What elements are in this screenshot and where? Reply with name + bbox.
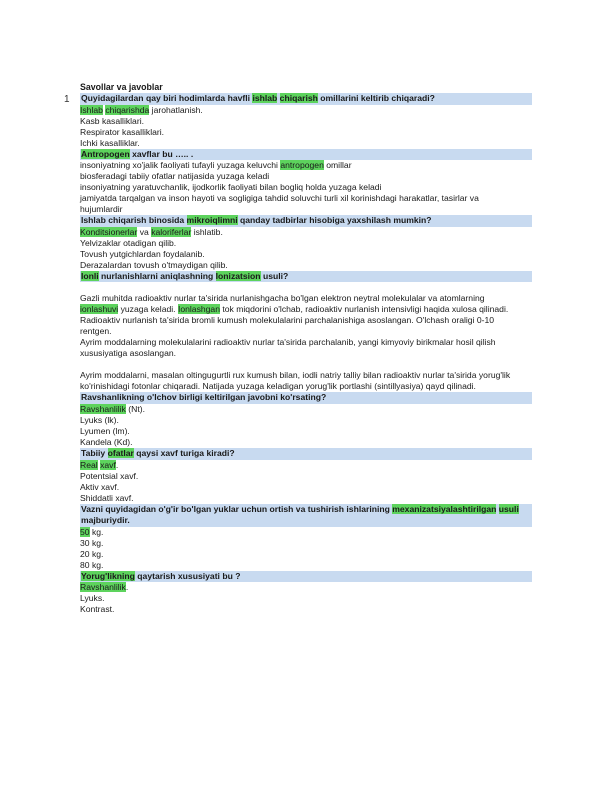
text-run: Ichki kasalliklar. [80,137,140,148]
text-run: Ravshanlikning o'lchov birligi keltirilgan javobni ko'rsating? [81,392,327,403]
answer-line [80,604,532,615]
text-run: Kontrast. [80,604,115,615]
question-line [80,215,532,227]
text-run: Tabiiy [81,447,108,458]
text-run: insoniyatning xo'jalik faoliyati tufayli yuzaga keluvchi [80,160,281,171]
text-run: Lyumen (lm). [80,425,130,436]
text-run: hujumlardir [80,204,123,215]
text-run: Lyuks (lk). [80,414,119,425]
answer-line [80,238,532,249]
text-run: tok miqdorini o'lchab, radioaktiv nurlanish intensivligi haqida xulosa qilinadi. [220,304,509,315]
text-run: va [137,226,152,237]
answer-line [80,538,532,549]
answer-line [80,227,532,238]
question-line [80,515,532,527]
text-run: qanday tadbirlar hisobiga yaxshilash mumkin? [237,215,432,226]
text-run: omillarini keltirib chiqaradi? [317,93,435,103]
answer-line [80,260,532,271]
question-line [80,504,532,516]
highlighted-text: usuli [498,503,519,514]
text-run: xavflar bu ….. . [129,148,194,159]
highlighted-text: 50 [80,526,90,537]
text-run: Derazalardan tovush o'tmaydigan qilib. [80,259,228,270]
question-line [80,271,532,283]
answer-line [80,127,532,138]
answer-line [80,182,532,193]
answer-line [80,404,532,415]
answer-line [80,549,532,560]
highlighted-text: kaloriferlar [151,226,192,237]
question-line [80,149,532,161]
answer-line [80,415,532,426]
highlighted-text: Real [80,459,98,470]
text-run: Tovush yutgichlardan foydalanib. [80,248,205,259]
highlighted-text: Ishlab [80,104,103,115]
page-number: 1 [64,94,70,105]
text-run: ko'rinishidagi fotonlar chiqaradi. Natijada yuzaga keladigan yorug'lik portlashi (sintillyasiya) qayd qilinadi. [80,381,476,392]
text-run: insoniyatning yaratuvchanlik, ijodkorlik faoliyati bilan bogliq holda yuzaga keladi [80,182,382,193]
answer-line [80,348,532,359]
highlighted-text: Antropogen [81,148,130,159]
answer-line [80,582,532,593]
answer-line [80,193,532,204]
text-run: Yelvizaklar otadigan qilib. [80,237,177,248]
text-run: jamiyatda tarqalgan va inson hayoti va sogligiga tahdid soluvchi turli xil korinishdagi harakatlar, tasirlar va [80,193,479,204]
answer-line [80,304,532,315]
text-run: qaysi xavf turiga kiradi? [133,447,235,458]
text-run: Lyuks. [80,593,105,604]
qa-content [80,93,532,615]
answer-line [80,116,532,127]
text-run: 20 kg. [80,548,104,559]
blank-line [80,282,532,293]
text-run: Vazni quyidagidan o'g'ir bo'lgan yuklar uchun ortish va tushirish ishlarining [81,503,393,514]
answer-line [80,560,532,571]
text-run: (Nt). [125,403,145,414]
highlighted-text: Ravshanlilik [80,403,126,414]
text-run: biosferadagi tabiiy ofatlar natijasida yuzaga keladi [80,171,270,182]
highlighted-text: chiqarish [279,93,318,103]
text-run: . [115,459,119,470]
highlighted-text: xavf [100,459,116,470]
text-run: Ishlab chiqarish binosida [81,215,187,226]
text-run: majburiydir. [81,515,130,526]
answer-line [80,426,532,437]
document-heading: Savollar va javoblar [80,82,163,92]
highlighted-text: mikroiqlimni [186,215,238,226]
text-run: usuli? [260,270,289,281]
question-line [80,571,532,583]
answer-line [80,293,532,304]
answer-line [80,160,532,171]
text-run: Respirator kasalliklari. [80,126,165,137]
text-run: nurlanishlarni aniqlashning [98,270,216,281]
text-run: kg. [89,526,104,537]
answer-line [80,370,532,381]
text-run: . [125,582,129,593]
highlighted-text: Ionlashgan [177,304,220,315]
highlighted-text: Yorug'likning [81,570,135,581]
answer-line [80,337,532,348]
answer-line [80,381,532,392]
text-run: 80 kg. [80,559,104,570]
highlighted-text: mexanizatsiyalashtirilgan [392,503,497,514]
highlighted-text: ishlab [252,93,278,103]
text-run: Ayrim moddalarning molekulalarini radioaktiv nurlar ta'sirida parchalanib, yangi kimyoviy birikmalar hosil qilish [80,337,496,348]
answer-line [80,326,532,337]
answer-line [80,315,532,326]
highlighted-text: chiqarishda [105,104,150,115]
highlighted-text: ofatlar [107,447,134,458]
answer-line [80,527,532,538]
highlighted-text: Ravshanlilik [80,582,126,593]
answer-line [80,249,532,260]
text-run: yuzaga keladi. [118,304,178,315]
answer-line [80,105,532,116]
text-run: Shiddatli xavf. [80,492,134,503]
highlighted-text: Ionli [81,270,99,281]
highlighted-text: ionlashuvi [80,304,119,315]
answer-line [80,437,532,448]
text-run: rentgen. [80,326,112,337]
text-run: Aktiv xavf. [80,481,120,492]
answer-line [80,471,532,482]
answer-line [80,482,532,493]
text-run: Radioaktiv nurlanish ta'sirida bromli kumush molekulalarini parchalanishiga asoslangan. O'lchash oraligi 0-10 [80,315,495,326]
highlighted-text: Ionizatsion [215,270,261,281]
answer-line [80,593,532,604]
question-line [80,93,532,105]
text-run: Ayrim moddalarni, masalan oltingugurtli rux kumush bilan, iodli natriy talliy bilan radioaktiv nurlar ta'sirida yorug'lik [80,370,511,381]
text-run: Kasb kasalliklari. [80,115,144,126]
blank-line [80,359,532,370]
answer-line [80,138,532,149]
answer-line [80,171,532,182]
answer-line [80,493,532,504]
text-run: Potentsial xavf. [80,470,139,481]
answer-line [80,460,532,471]
text-run: jarohatlanish. [149,104,203,115]
text-run: qaytarish xususiyati bu ? [134,570,241,581]
text-run: omillar [323,160,352,171]
text-run: xususiyatiga asoslangan. [80,348,177,359]
highlighted-text: antropogen [280,160,324,171]
text-run: Kandela (Kd). [80,436,133,447]
highlighted-text: Konditsionerlar [80,226,138,237]
text-run: ishlatib. [191,226,223,237]
question-line [80,392,532,404]
text-run: 30 kg. [80,537,104,548]
text-run: Quyidagilardan qay biri hodimlarda havfli [81,93,253,103]
answer-line [80,204,532,215]
text-run: Gazli muhitda radioaktiv nurlar ta'sirida nurlanishgacha bo'lgan elektron neytral molekulalar va atomlarning [80,293,485,304]
qa-document [80,82,532,615]
question-line [80,448,532,460]
